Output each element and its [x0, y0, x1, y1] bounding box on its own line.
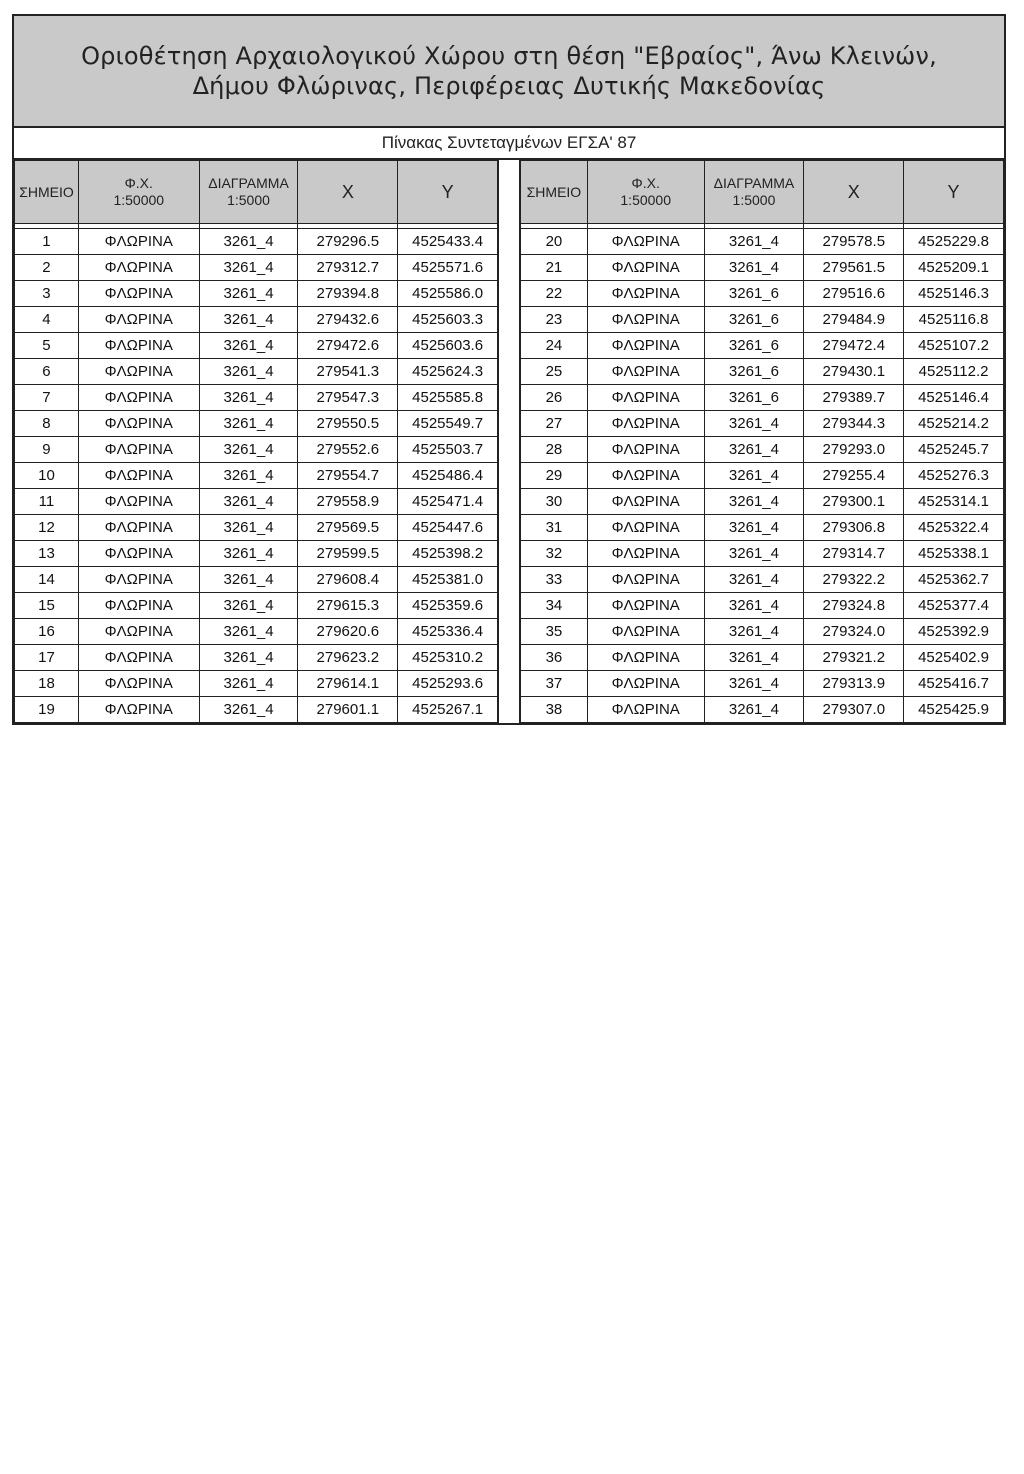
- cell-point: 10: [15, 463, 79, 489]
- cell-x: 279306.8: [804, 515, 904, 541]
- cell-x: 279307.0: [804, 697, 904, 723]
- cell-point: 20: [520, 229, 587, 255]
- cell-diagram: 3261_6: [704, 333, 804, 359]
- header-map-sheet: [587, 161, 704, 224]
- cell-x: 279550.5: [298, 411, 398, 437]
- cell-map-sheet: ΦΛΩΡΙΝΑ: [587, 567, 704, 593]
- cell-point: 19: [15, 697, 79, 723]
- cell-map-sheet: ΦΛΩΡΙΝΑ: [587, 359, 704, 385]
- table-row: [520, 281, 1003, 307]
- cell-point: 9: [15, 437, 79, 463]
- cell-diagram: 3261_4: [704, 671, 804, 697]
- tables-row: [14, 160, 1004, 723]
- cell-map-sheet: ΦΛΩΡΙΝΑ: [587, 229, 704, 255]
- cell-map-sheet: ΦΛΩΡΙΝΑ: [587, 255, 704, 281]
- cell-y: 4525624.3: [398, 359, 498, 385]
- cell-point: 26: [520, 385, 587, 411]
- cell-point: 35: [520, 619, 587, 645]
- cell-point: 34: [520, 593, 587, 619]
- cell-map-sheet: ΦΛΩΡΙΝΑ: [587, 437, 704, 463]
- cell-x: 279321.2: [804, 645, 904, 671]
- table-row: [520, 619, 1003, 645]
- cell-map-sheet: ΦΛΩΡΙΝΑ: [78, 437, 199, 463]
- cell-point: 21: [520, 255, 587, 281]
- cell-y: 4525402.9: [904, 645, 1004, 671]
- cell-point: 27: [520, 411, 587, 437]
- cell-diagram: 3261_4: [199, 281, 298, 307]
- table-row: [15, 515, 498, 541]
- cell-map-sheet: ΦΛΩΡΙΝΑ: [78, 463, 199, 489]
- cell-diagram: 3261_4: [704, 489, 804, 515]
- cell-x: 279430.1: [804, 359, 904, 385]
- cell-y: 4525229.8: [904, 229, 1004, 255]
- coordinates-table-left: [14, 160, 498, 723]
- cell-y: 4525276.3: [904, 463, 1004, 489]
- cell-diagram: 3261_4: [704, 411, 804, 437]
- header-y: Y: [398, 161, 498, 224]
- cell-y: 4525112.2: [904, 359, 1004, 385]
- cell-diagram: 3261_6: [704, 307, 804, 333]
- cell-diagram: 3261_4: [704, 229, 804, 255]
- cell-map-sheet: ΦΛΩΡΙΝΑ: [587, 411, 704, 437]
- cell-point: 17: [15, 645, 79, 671]
- cell-x: 279615.3: [298, 593, 398, 619]
- cell-map-sheet: ΦΛΩΡΙΝΑ: [78, 229, 199, 255]
- cell-map-sheet: ΦΛΩΡΙΝΑ: [78, 697, 199, 723]
- table-row: [15, 619, 498, 645]
- header-point: ΣΗΜΕΙΟ: [520, 161, 587, 224]
- table-row: [15, 333, 498, 359]
- table-row: [15, 593, 498, 619]
- title-block: [14, 16, 1004, 128]
- cell-map-sheet: ΦΛΩΡΙΝΑ: [587, 541, 704, 567]
- cell-point: 1: [15, 229, 79, 255]
- coordinates-table-right: [520, 160, 1004, 723]
- cell-diagram: 3261_4: [199, 671, 298, 697]
- header-diagram-scale: 1:5000: [227, 192, 270, 208]
- table-row: [15, 489, 498, 515]
- cell-map-sheet: ΦΛΩΡΙΝΑ: [78, 619, 199, 645]
- cell-x: 279255.4: [804, 463, 904, 489]
- cell-point: 33: [520, 567, 587, 593]
- cell-x: 279614.1: [298, 671, 398, 697]
- cell-diagram: 3261_4: [704, 593, 804, 619]
- table-row: [520, 515, 1003, 541]
- table-row: [15, 411, 498, 437]
- cell-map-sheet: ΦΛΩΡΙΝΑ: [587, 385, 704, 411]
- cell-point: 38: [520, 697, 587, 723]
- cell-y: 4525362.7: [904, 567, 1004, 593]
- cell-x: 279300.1: [804, 489, 904, 515]
- cell-y: 4525338.1: [904, 541, 1004, 567]
- cell-y: 4525471.4: [398, 489, 498, 515]
- table-row: [15, 307, 498, 333]
- cell-map-sheet: ΦΛΩΡΙΝΑ: [78, 411, 199, 437]
- cell-point: 31: [520, 515, 587, 541]
- cell-point: 4: [15, 307, 79, 333]
- cell-y: 4525416.7: [904, 671, 1004, 697]
- table-body-left: [15, 229, 498, 723]
- cell-point: 30: [520, 489, 587, 515]
- table-row: [15, 229, 498, 255]
- header-map-sheet: [78, 161, 199, 224]
- cell-x: 279296.5: [298, 229, 398, 255]
- cell-y: 4525107.2: [904, 333, 1004, 359]
- cell-x: 279324.0: [804, 619, 904, 645]
- cell-y: 4525209.1: [904, 255, 1004, 281]
- cell-diagram: 3261_4: [704, 437, 804, 463]
- cell-y: 4525381.0: [398, 567, 498, 593]
- cell-x: 279599.5: [298, 541, 398, 567]
- cell-point: 14: [15, 567, 79, 593]
- cell-x: 279554.7: [298, 463, 398, 489]
- cell-x: 279394.8: [298, 281, 398, 307]
- cell-x: 279432.6: [298, 307, 398, 333]
- table-row: [15, 359, 498, 385]
- header-y: Y: [904, 161, 1004, 224]
- cell-y: 4525425.9: [904, 697, 1004, 723]
- cell-point: 16: [15, 619, 79, 645]
- cell-diagram: 3261_6: [704, 359, 804, 385]
- cell-x: 279541.3: [298, 359, 398, 385]
- cell-diagram: 3261_4: [704, 567, 804, 593]
- cell-diagram: 3261_4: [199, 593, 298, 619]
- cell-point: 7: [15, 385, 79, 411]
- cell-diagram: 3261_4: [199, 567, 298, 593]
- cell-point: 6: [15, 359, 79, 385]
- cell-diagram: 3261_4: [199, 515, 298, 541]
- cell-diagram: 3261_4: [199, 619, 298, 645]
- cell-diagram: 3261_4: [199, 411, 298, 437]
- header-map-sheet-scale: 1:50000: [113, 192, 165, 208]
- cell-y: 4525392.9: [904, 619, 1004, 645]
- cell-point: 12: [15, 515, 79, 541]
- cell-x: 279389.7: [804, 385, 904, 411]
- table-row: [15, 697, 498, 723]
- cell-x: 279558.9: [298, 489, 398, 515]
- cell-x: 279293.0: [804, 437, 904, 463]
- cell-point: 11: [15, 489, 79, 515]
- cell-map-sheet: ΦΛΩΡΙΝΑ: [78, 281, 199, 307]
- cell-y: 4525293.6: [398, 671, 498, 697]
- cell-diagram: 3261_4: [199, 697, 298, 723]
- cell-diagram: 3261_4: [704, 697, 804, 723]
- cell-x: 279313.9: [804, 671, 904, 697]
- cell-x: 279578.5: [804, 229, 904, 255]
- cell-point: 22: [520, 281, 587, 307]
- header-diagram: [704, 161, 804, 224]
- cell-map-sheet: ΦΛΩΡΙΝΑ: [587, 463, 704, 489]
- cell-x: 279314.7: [804, 541, 904, 567]
- table-row: [520, 593, 1003, 619]
- cell-diagram: 3261_4: [199, 307, 298, 333]
- cell-y: 4525585.8: [398, 385, 498, 411]
- cell-map-sheet: ΦΛΩΡΙΝΑ: [587, 281, 704, 307]
- table-row: [520, 307, 1003, 333]
- cell-x: 279623.2: [298, 645, 398, 671]
- cell-point: 15: [15, 593, 79, 619]
- cell-x: 279561.5: [804, 255, 904, 281]
- cell-diagram: 3261_4: [704, 619, 804, 645]
- cell-diagram: 3261_4: [199, 541, 298, 567]
- cell-diagram: 3261_4: [199, 255, 298, 281]
- cell-y: 4525359.6: [398, 593, 498, 619]
- table-row: [520, 411, 1003, 437]
- cell-x: 279601.1: [298, 697, 398, 723]
- table-row: [15, 645, 498, 671]
- page-title-line-2: Δήμου Φλώρινας, Περιφέρειας Δυτικής Μακεδονίας: [192, 72, 826, 100]
- cell-y: 4525433.4: [398, 229, 498, 255]
- cell-x: 279322.2: [804, 567, 904, 593]
- table-row: [520, 333, 1003, 359]
- header-x: X: [298, 161, 398, 224]
- header-diagram-scale: 1:5000: [732, 192, 776, 208]
- cell-map-sheet: ΦΛΩΡΙΝΑ: [587, 333, 704, 359]
- cell-map-sheet: ΦΛΩΡΙΝΑ: [78, 567, 199, 593]
- table-row: [15, 463, 498, 489]
- header-diagram-title: ΔΙΑΓΡΑΜΜΑ: [713, 175, 795, 191]
- cell-y: 4525377.4: [904, 593, 1004, 619]
- cell-y: 4525447.6: [398, 515, 498, 541]
- cell-diagram: 3261_4: [199, 489, 298, 515]
- cell-x: 279608.4: [298, 567, 398, 593]
- cell-y: 4525146.4: [904, 385, 1004, 411]
- coordinates-document: [12, 14, 1006, 725]
- table-row: [520, 463, 1003, 489]
- table-row: [520, 229, 1003, 255]
- cell-y: 4525267.1: [398, 697, 498, 723]
- header-x: X: [804, 161, 904, 224]
- cell-diagram: 3261_4: [704, 645, 804, 671]
- cell-y: 4525549.7: [398, 411, 498, 437]
- cell-map-sheet: ΦΛΩΡΙΝΑ: [587, 515, 704, 541]
- table-row: [15, 255, 498, 281]
- table-row: [520, 697, 1003, 723]
- cell-map-sheet: ΦΛΩΡΙΝΑ: [78, 541, 199, 567]
- cell-y: 4525146.3: [904, 281, 1004, 307]
- header-row: [520, 161, 1003, 224]
- cell-y: 4525571.6: [398, 255, 498, 281]
- table-row: [15, 281, 498, 307]
- cell-diagram: 3261_4: [704, 463, 804, 489]
- cell-y: 4525336.4: [398, 619, 498, 645]
- table-row: [15, 541, 498, 567]
- table-row: [520, 541, 1003, 567]
- cell-point: 28: [520, 437, 587, 463]
- cell-point: 8: [15, 411, 79, 437]
- cell-map-sheet: ΦΛΩΡΙΝΑ: [78, 515, 199, 541]
- cell-diagram: 3261_4: [199, 333, 298, 359]
- cell-y: 4525310.2: [398, 645, 498, 671]
- header-diagram: [199, 161, 298, 224]
- table-row: [520, 567, 1003, 593]
- cell-diagram: 3261_4: [199, 463, 298, 489]
- cell-point: 24: [520, 333, 587, 359]
- header-point: ΣΗΜΕΙΟ: [15, 161, 79, 224]
- cell-y: 4525603.6: [398, 333, 498, 359]
- cell-map-sheet: ΦΛΩΡΙΝΑ: [78, 255, 199, 281]
- table-row: [520, 671, 1003, 697]
- header-map-sheet-title: Φ.Χ.: [631, 175, 660, 191]
- table-row: [520, 437, 1003, 463]
- cell-point: 5: [15, 333, 79, 359]
- cell-map-sheet: ΦΛΩΡΙΝΑ: [587, 593, 704, 619]
- table-gap: [498, 160, 520, 723]
- cell-x: 279484.9: [804, 307, 904, 333]
- cell-map-sheet: ΦΛΩΡΙΝΑ: [587, 489, 704, 515]
- cell-point: 29: [520, 463, 587, 489]
- table-row: [520, 385, 1003, 411]
- cell-point: 23: [520, 307, 587, 333]
- cell-map-sheet: ΦΛΩΡΙΝΑ: [78, 359, 199, 385]
- cell-x: 279324.8: [804, 593, 904, 619]
- table-row: [520, 255, 1003, 281]
- cell-map-sheet: ΦΛΩΡΙΝΑ: [587, 671, 704, 697]
- cell-point: 13: [15, 541, 79, 567]
- cell-map-sheet: ΦΛΩΡΙΝΑ: [587, 619, 704, 645]
- cell-map-sheet: ΦΛΩΡΙΝΑ: [587, 697, 704, 723]
- cell-y: 4525214.2: [904, 411, 1004, 437]
- cell-point: 37: [520, 671, 587, 697]
- cell-x: 279344.3: [804, 411, 904, 437]
- cell-y: 4525314.1: [904, 489, 1004, 515]
- cell-point: 18: [15, 671, 79, 697]
- cell-map-sheet: ΦΛΩΡΙΝΑ: [78, 333, 199, 359]
- cell-map-sheet: ΦΛΩΡΙΝΑ: [587, 645, 704, 671]
- cell-point: 2: [15, 255, 79, 281]
- cell-map-sheet: ΦΛΩΡΙΝΑ: [78, 593, 199, 619]
- cell-x: 279552.6: [298, 437, 398, 463]
- cell-point: 25: [520, 359, 587, 385]
- table-row: [15, 385, 498, 411]
- header-diagram-title: ΔΙΑΓΡΑΜΜΑ: [208, 175, 289, 191]
- cell-x: 279516.6: [804, 281, 904, 307]
- cell-y: 4525586.0: [398, 281, 498, 307]
- cell-x: 279547.3: [298, 385, 398, 411]
- cell-diagram: 3261_4: [199, 385, 298, 411]
- header-map-sheet-scale: 1:50000: [620, 192, 671, 208]
- cell-x: 279620.6: [298, 619, 398, 645]
- cell-map-sheet: ΦΛΩΡΙΝΑ: [78, 645, 199, 671]
- cell-diagram: 3261_4: [199, 359, 298, 385]
- cell-x: 279472.4: [804, 333, 904, 359]
- cell-diagram: 3261_4: [199, 229, 298, 255]
- cell-map-sheet: ΦΛΩΡΙΝΑ: [78, 489, 199, 515]
- cell-y: 4525486.4: [398, 463, 498, 489]
- cell-y: 4525245.7: [904, 437, 1004, 463]
- cell-y: 4525398.2: [398, 541, 498, 567]
- cell-map-sheet: ΦΛΩΡΙΝΑ: [78, 385, 199, 411]
- table-body-right: [520, 229, 1003, 723]
- table-row: [15, 567, 498, 593]
- cell-diagram: 3261_4: [704, 255, 804, 281]
- cell-x: 279569.5: [298, 515, 398, 541]
- cell-point: 32: [520, 541, 587, 567]
- table-row: [520, 489, 1003, 515]
- cell-y: 4525116.8: [904, 307, 1004, 333]
- cell-point: 3: [15, 281, 79, 307]
- header-row: [15, 161, 498, 224]
- cell-map-sheet: ΦΛΩΡΙΝΑ: [587, 307, 704, 333]
- cell-diagram: 3261_4: [704, 515, 804, 541]
- table-row: [15, 437, 498, 463]
- table-caption: Πίνακας Συντεταγμένων ΕΓΣΑ' 87: [14, 128, 1004, 160]
- cell-x: 279472.6: [298, 333, 398, 359]
- cell-map-sheet: ΦΛΩΡΙΝΑ: [78, 671, 199, 697]
- cell-diagram: 3261_6: [704, 281, 804, 307]
- cell-diagram: 3261_4: [704, 541, 804, 567]
- header-map-sheet-title: Φ.Χ.: [124, 175, 153, 191]
- cell-y: 4525503.7: [398, 437, 498, 463]
- cell-diagram: 3261_4: [199, 645, 298, 671]
- cell-y: 4525603.3: [398, 307, 498, 333]
- table-row: [520, 359, 1003, 385]
- cell-diagram: 3261_6: [704, 385, 804, 411]
- page-title-line-1: Οριοθέτηση Αρχαιολογικού Χώρου στη θέση "Εβραίος", Άνω Κλεινών,: [81, 42, 937, 70]
- cell-map-sheet: ΦΛΩΡΙΝΑ: [78, 307, 199, 333]
- table-row: [15, 671, 498, 697]
- cell-diagram: 3261_4: [199, 437, 298, 463]
- cell-x: 279312.7: [298, 255, 398, 281]
- cell-y: 4525322.4: [904, 515, 1004, 541]
- table-row: [520, 645, 1003, 671]
- cell-point: 36: [520, 645, 587, 671]
